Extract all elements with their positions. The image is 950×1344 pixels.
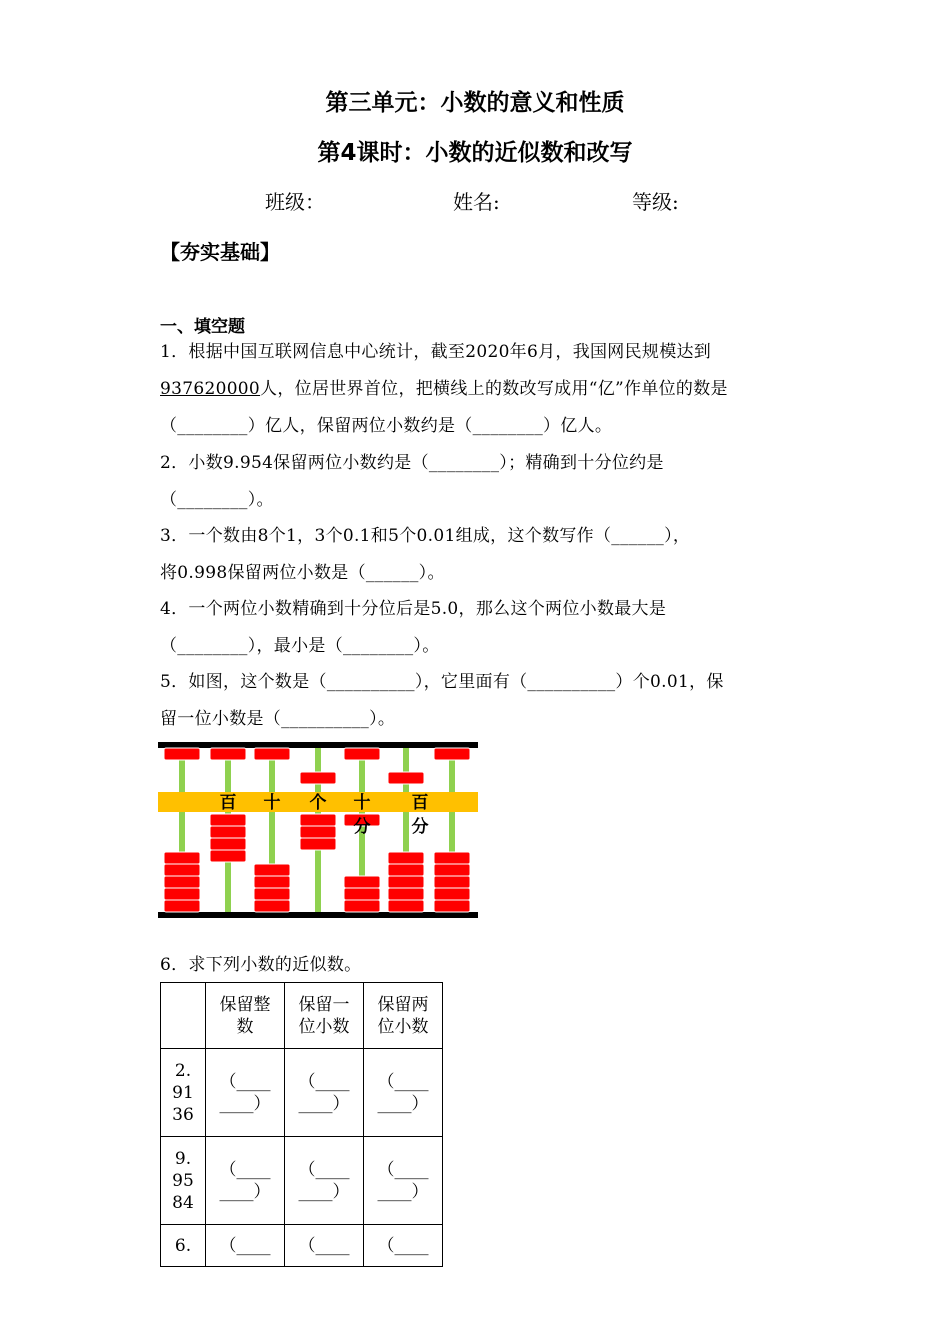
header-text: 保留整 xyxy=(219,994,271,1015)
q1-line2 xyxy=(160,374,728,399)
abacus-lower-bead xyxy=(434,864,470,876)
abacus-lower-bead xyxy=(210,850,246,862)
table-row xyxy=(161,1225,443,1267)
grade-label: 等级: xyxy=(632,190,679,214)
abacus-lower-bead xyxy=(388,876,424,888)
abacus-lower-bead xyxy=(254,864,290,876)
abacus-label: 百 xyxy=(219,793,237,813)
blank-text: （____ xyxy=(298,1159,350,1180)
question-type-heading: 一、填空题 xyxy=(160,317,245,337)
abacus-upper-bead xyxy=(434,748,470,760)
answer-blank[interactable] xyxy=(206,1137,285,1225)
abacus-figure xyxy=(158,742,480,922)
blank-text: （____ xyxy=(219,1235,271,1256)
header-text: 保留两 xyxy=(377,994,429,1015)
answer-blank[interactable] xyxy=(364,1137,443,1225)
abacus-lower-bead xyxy=(388,900,424,912)
blank-text: （____ xyxy=(298,1235,350,1256)
table-row xyxy=(161,1049,443,1137)
blank-text: ____） xyxy=(298,1181,350,1202)
q2-line1: 2．小数9.954保留两位小数约是（________）；精确到十分位约是 xyxy=(160,453,664,473)
abacus-bottom-frame xyxy=(158,912,478,918)
page-title: 第三单元：小数的意义和性质 xyxy=(325,90,625,116)
row-value xyxy=(161,1137,206,1225)
blank-text: （____ xyxy=(298,1071,350,1092)
answer-blank[interactable] xyxy=(364,1225,443,1267)
abacus-lower-bead xyxy=(164,864,200,876)
blank-text: （____ xyxy=(377,1071,429,1092)
blank-text: ____） xyxy=(377,1181,429,1202)
value-part: 2. xyxy=(174,1060,192,1081)
abacus-lower-bead xyxy=(300,838,336,850)
blank-text: ____） xyxy=(298,1093,350,1114)
abacus-lower-bead xyxy=(300,814,336,826)
abacus-lower-bead xyxy=(210,826,246,838)
row-value xyxy=(161,1049,206,1137)
header-integer xyxy=(206,983,285,1049)
header-text: 位小数 xyxy=(377,1016,429,1037)
answer-blank[interactable] xyxy=(285,1225,364,1267)
table-corner-cell xyxy=(161,983,206,1049)
abacus-lower-bead xyxy=(254,876,290,888)
value-part: 36 xyxy=(172,1104,194,1125)
abacus-lower-bead xyxy=(434,876,470,888)
answer-blank[interactable] xyxy=(285,1137,364,1225)
abacus-lower-bead xyxy=(164,900,200,912)
abacus-lower-bead xyxy=(210,814,246,826)
approximation-table xyxy=(160,982,443,1267)
abacus-top-frame xyxy=(158,742,478,748)
table-header-row xyxy=(161,983,443,1049)
value-part: 95 xyxy=(172,1170,194,1191)
answer-blank[interactable] xyxy=(364,1049,443,1137)
value-part: 84 xyxy=(172,1192,194,1213)
abacus-upper-bead xyxy=(300,772,336,784)
q2-line2: （________）。 xyxy=(160,490,274,510)
abacus-label: 十 xyxy=(263,793,281,813)
header-one-decimal xyxy=(285,983,364,1049)
abacus-lower-bead xyxy=(254,888,290,900)
abacus-upper-bead xyxy=(164,748,200,760)
header-text: 位小数 xyxy=(298,1016,350,1037)
q3-line2: 将0.998保留两位小数是（______）。 xyxy=(160,563,445,583)
q5-line1: 5．如图，这个数是（__________），它里面有（__________）个0.01，保 xyxy=(160,672,724,692)
blank-text: （____ xyxy=(219,1159,271,1180)
abacus-upper-bead xyxy=(388,772,424,784)
q1-number: 937620000 xyxy=(160,379,261,399)
abacus-lower-bead xyxy=(344,888,380,900)
abacus-lower-bead xyxy=(210,838,246,850)
abacus-label: 个 xyxy=(309,793,327,813)
abacus-lower-bead xyxy=(388,888,424,900)
section-title: 【夯实基础】 xyxy=(160,240,280,264)
blank-text: （____ xyxy=(377,1159,429,1180)
abacus-upper-bead xyxy=(254,748,290,760)
blank-text: （____ xyxy=(377,1235,429,1256)
abacus-lower-bead xyxy=(344,900,380,912)
abacus-lower-bead xyxy=(300,826,336,838)
q4-line2: （________），最小是（________）。 xyxy=(160,636,440,656)
abacus-lower-bead xyxy=(434,900,470,912)
q1-line1: 1．根据中国互联网信息中心统计，截至2020年6月，我国网民规模达到 xyxy=(160,342,712,362)
abacus-lower-bead xyxy=(434,888,470,900)
abacus-lower-bead xyxy=(164,852,200,864)
abacus-lower-bead xyxy=(388,852,424,864)
abacus-upper-bead xyxy=(344,748,380,760)
answer-blank[interactable] xyxy=(285,1049,364,1137)
answer-blank[interactable] xyxy=(206,1049,285,1137)
value-part: 9. xyxy=(174,1148,192,1169)
header-two-decimal xyxy=(364,983,443,1049)
name-label: 姓名: xyxy=(453,190,500,214)
answer-blank[interactable] xyxy=(206,1225,285,1267)
q3-line1: 3．一个数由8个1，3个0.1和5个0.01组成，这个数写作（______）， xyxy=(160,526,691,546)
header-text: 数 xyxy=(236,1016,254,1037)
table-row xyxy=(161,1137,443,1225)
value-part: 6. xyxy=(174,1235,192,1256)
abacus-lower-bead xyxy=(254,900,290,912)
blank-text: ____） xyxy=(377,1093,429,1114)
header-text: 保留一 xyxy=(298,994,350,1015)
blank-text: ____） xyxy=(219,1093,271,1114)
q1-line2-rest: 人，位居世界首位，把横线上的数改写成用“亿”作单位的数是 xyxy=(260,379,728,399)
q6-line1: 6．求下列小数的近似数。 xyxy=(160,955,362,975)
q1-line3: （________）亿人，保留两位小数约是（________）亿人。 xyxy=(160,416,613,436)
blank-text: （____ xyxy=(219,1071,271,1092)
abacus-lower-bead xyxy=(388,864,424,876)
q5-line2: 留一位小数是（__________）。 xyxy=(160,709,396,729)
abacus-lower-bead xyxy=(434,852,470,864)
abacus-label: 百 xyxy=(411,793,429,813)
q4-line1: 4．一个两位小数精确到十分位后是5.0，那么这个两位小数最大是 xyxy=(160,599,667,619)
abacus-lower-bead xyxy=(344,876,380,888)
abacus-lower-bead xyxy=(164,876,200,888)
value-part: 91 xyxy=(172,1082,194,1103)
page-subtitle: 第4课时：小数的近似数和改写 xyxy=(317,140,633,166)
abacus-upper-bead xyxy=(210,748,246,760)
abacus-label: 十 xyxy=(353,793,371,813)
abacus-sublabel: 分 xyxy=(411,817,429,837)
blank-text: ____） xyxy=(219,1181,271,1202)
abacus-lower-bead xyxy=(164,888,200,900)
abacus-sublabel: 分 xyxy=(353,817,371,837)
row-value xyxy=(161,1225,206,1267)
class-label: 班级： xyxy=(265,190,325,214)
